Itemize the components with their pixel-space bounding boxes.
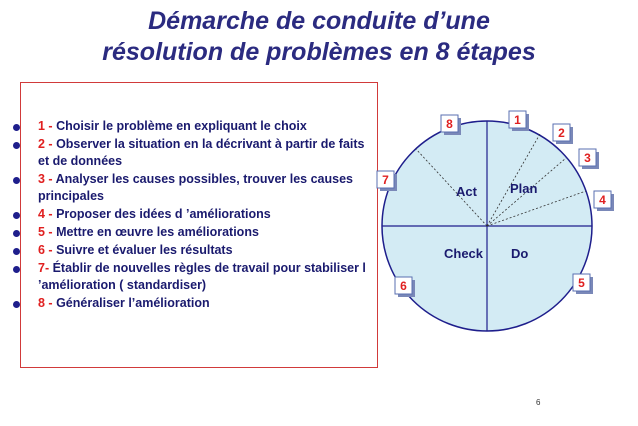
step-text: Proposer des idées d ’améliorations [52,207,271,221]
slide-title-line-1: Démarche de conduite d’une [148,7,490,35]
step-badge-number: 1 [514,113,521,127]
step-badge-number: 6 [400,279,407,293]
quadrant-label-plan: Plan [510,181,538,196]
step-text: Analyser les causes possibles, trouver les causes principales [38,172,353,203]
step-badge-number: 4 [599,193,606,207]
step-badge-number: 8 [446,117,453,131]
step-number: 6 - [38,243,53,257]
slide-title-line-2: résolution de problèmes en 8 étapes [102,38,536,66]
step-badge-3 [579,149,599,169]
step-badge-8 [441,115,461,135]
step-badge-6 [395,277,415,297]
quadrant-label-check: Check [444,246,484,261]
step-number: 7- [38,261,50,275]
step-number: 2 - [38,137,53,151]
step-badge-1 [509,111,529,131]
step-badge-7 [377,171,397,191]
step-badge-number: 7 [382,173,389,187]
page-number: 6 [536,398,541,407]
step-badge-2 [553,124,573,144]
step-badge-5 [573,274,593,294]
step-number: 1 - [38,119,53,133]
step-badge-number: 5 [578,276,585,290]
step-text: Généraliser l’amélioration [52,296,210,310]
step-badge-number: 3 [584,151,591,165]
step-text: Choisir le problème en expliquant le choix [52,119,307,133]
step-text: Suivre et évaluer les résultats [52,243,233,257]
step-number: 4 - [38,207,53,221]
quadrant-label-do: Do [511,246,529,261]
quadrant-label-act: Act [456,184,477,199]
step-text: Mettre en œuvre les améliorations [52,225,259,239]
step-number: 8 - [38,296,53,310]
step-number: 3 - [38,172,53,186]
step-text: Établir de nouvelles règles de travail pour stabiliser l ’amélioration ( standardiser) [38,261,366,292]
step-badge-4 [594,191,614,211]
step-number: 5 - [38,225,53,239]
step-text: Observer la situation en la décrivant à partir de faits et de données [38,137,365,168]
step-badge-number: 2 [558,126,565,140]
